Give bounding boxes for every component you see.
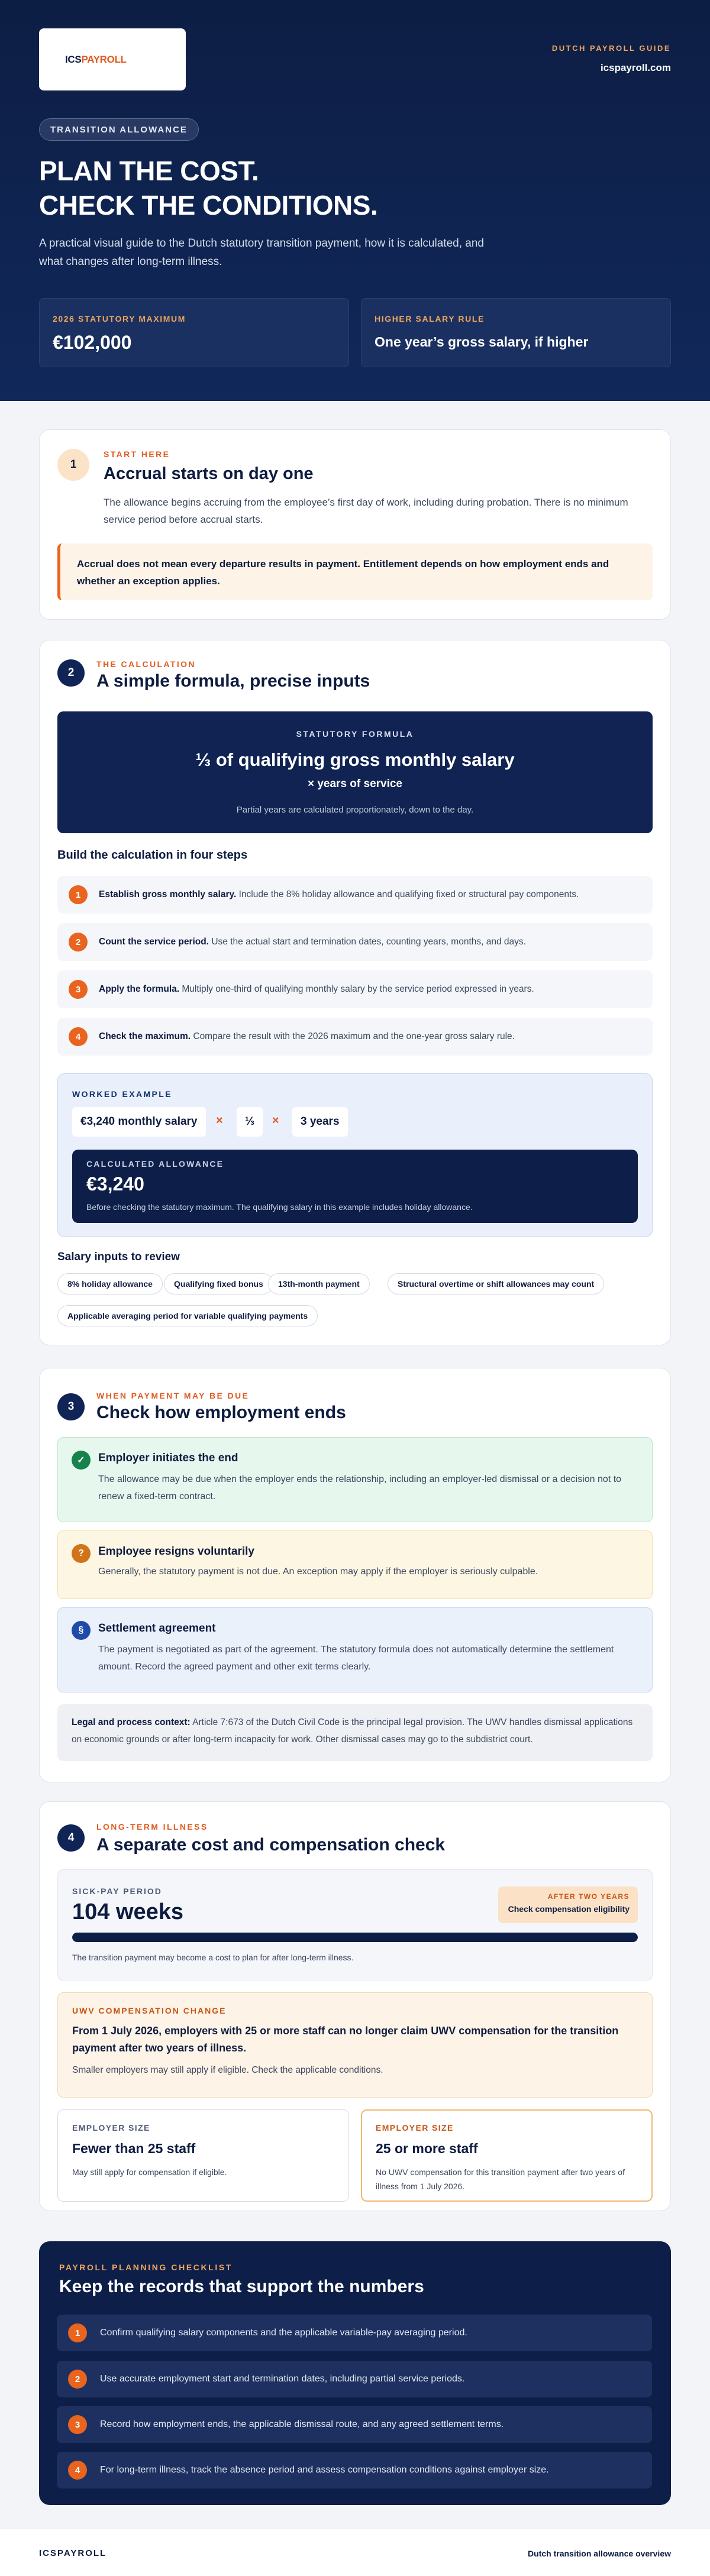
step-text <box>99 1031 515 1042</box>
section-kicker: START HERE <box>104 449 170 459</box>
checklist-text: Record how employment ends, the applicable dismissal route, and any agreed settlement terms. <box>100 2419 504 2429</box>
section-number: 4 <box>57 1824 85 1852</box>
input-chip: Qualifying fixed bonus <box>164 1273 273 1295</box>
checklist-text: For long-term illness, track the absence period and assess compensation conditions against employer size. <box>100 2465 549 2475</box>
checklist-item <box>57 2315 652 2351</box>
sick-pay-period <box>57 1869 653 1980</box>
calculated-allowance <box>72 1150 638 1223</box>
employer-size-label: EMPLOYER SIZE <box>376 2123 454 2132</box>
section-title: Check how employment ends <box>96 1403 346 1422</box>
uwv-label: UWV COMPENSATION CHANGE <box>72 2006 227 2015</box>
step-item <box>57 970 653 1008</box>
inputs-heading: Salary inputs to review <box>57 1251 180 1263</box>
step-title: Establish gross monthly salary. <box>99 889 237 899</box>
section-employment-ends <box>39 1368 671 1782</box>
uwv-text: Smaller employers may still apply if eligible. Check the applicable conditions. <box>72 2065 383 2075</box>
example-years: 3 years <box>292 1107 348 1137</box>
step-number: 2 <box>69 933 88 952</box>
formula-sub: × years of service <box>307 778 403 790</box>
employer-size-title: Fewer than 25 staff <box>72 2141 196 2156</box>
warning-note <box>57 543 653 600</box>
step-title: Count the service period. <box>99 937 209 947</box>
formula-label: STATUTORY FORMULA <box>296 729 414 739</box>
employer-size-text: May still apply for compensation if eligible. <box>72 2167 227 2177</box>
checklist-number: 1 <box>68 2323 87 2342</box>
hero-header <box>0 0 710 401</box>
step-title: Apply the formula. <box>99 984 180 994</box>
input-chip: 13th-month payment <box>268 1273 370 1295</box>
badge-bottom: Check compensation eligibility <box>508 1904 630 1914</box>
checklist-title: Keep the records that support the numbers <box>59 2277 424 2296</box>
employer-size-label: EMPLOYER SIZE <box>72 2123 150 2132</box>
question-icon: ? <box>72 1544 91 1563</box>
section-title: A separate cost and compensation check <box>96 1835 446 1855</box>
step-item <box>57 923 653 961</box>
two-years-badge <box>498 1886 638 1923</box>
multiply-sign: × <box>272 1114 279 1127</box>
step-desc: Multiply one-third of qualifying monthly salary by the service period expressed in years. <box>179 984 534 994</box>
site-link[interactable]: icspayroll.com <box>600 62 671 73</box>
checklist-text: Confirm qualifying salary components and the applicable variable-pay averaging period. <box>100 2328 467 2338</box>
step-item <box>57 1018 653 1056</box>
section-sign-icon: § <box>72 1621 91 1640</box>
sick-pay-note: The transition payment may become a cost to plan for after long-term illness. <box>72 1953 354 1962</box>
employer-small <box>57 2109 349 2202</box>
section-title: Accrual starts on day one <box>104 464 314 483</box>
step-number: 4 <box>69 1027 88 1046</box>
checklist-item <box>57 2406 652 2443</box>
checklist-item <box>57 2361 652 2397</box>
input-chip: Applicable averaging period for variable qualifying payments <box>57 1305 318 1326</box>
calculated-value: €3,240 <box>86 1173 144 1195</box>
legal-context-label: Legal and process context: <box>72 1717 191 1727</box>
step-number: 3 <box>69 980 88 999</box>
guide-info <box>552 44 671 74</box>
checklist-number: 3 <box>68 2415 87 2434</box>
sick-pay-progress-fill <box>72 1933 638 1942</box>
logo-card[interactable] <box>39 28 186 90</box>
input-chip: Structural overtime or shift allowances may count <box>388 1273 604 1295</box>
outcome-title: Settlement agreement <box>98 1622 216 1635</box>
logo-text-payroll: PAYROLL <box>81 53 127 65</box>
step-desc: Compare the result with the 2026 maximum and the one-year gross salary rule. <box>191 1031 515 1041</box>
example-salary: €3,240 monthly salary <box>72 1107 206 1137</box>
checklist-text: Use accurate employment start and termination dates, including partial service periods. <box>100 2374 465 2384</box>
sick-pay-value: 104 weeks <box>72 1899 184 1924</box>
step-desc: Use the actual start and termination dates, counting years, months, and days. <box>209 937 526 947</box>
formula-main: ⅓ of qualifying gross monthly salary <box>195 749 515 770</box>
uwv-change <box>57 1992 653 2098</box>
outcome-title: Employer initiates the end <box>98 1452 238 1464</box>
stat-higher-salary <box>361 298 671 367</box>
checklist-item <box>57 2452 652 2488</box>
legal-context <box>57 1704 653 1761</box>
section-text: The allowance begins accruing from the employee’s first day of work, including during probation. There is no minimum service period before accrual starts. <box>104 497 628 525</box>
footer <box>0 2529 710 2576</box>
formula-box <box>57 711 653 833</box>
outcome-text: The allowance may be due when the employer ends the relationship, including an employer-led dismissal or a decision not to renew a fixed-term contract. <box>98 1474 622 1501</box>
step-item <box>57 876 653 914</box>
stat-maximum-label: 2026 STATUTORY MAXIMUM <box>53 314 186 323</box>
sick-pay-progress-track <box>72 1933 638 1942</box>
section-kicker: LONG-TERM ILLNESS <box>96 1822 208 1831</box>
steps-heading: Build the calculation in four steps <box>57 849 248 862</box>
calculated-note: Before checking the statutory maximum. The qualifying salary in this example includes holiday allowance. <box>86 1202 473 1212</box>
worked-example <box>57 1073 653 1237</box>
step-text <box>99 984 534 995</box>
employer-large <box>361 2109 653 2202</box>
guide-label: DUTCH PAYROLL GUIDE <box>551 44 671 53</box>
outcome-title: Employee resigns voluntarily <box>98 1545 254 1558</box>
title-line-1: PLAN THE COST. <box>39 156 259 186</box>
warning-note-text: Accrual does not mean every departure results in payment. Entitlement depends on how employment ends and whether an exception applies. <box>77 558 609 587</box>
payroll-checklist <box>39 2241 671 2505</box>
checklist-number: 4 <box>68 2461 87 2480</box>
step-text <box>99 889 579 900</box>
step-desc: Include the 8% holiday allowance and qualifying fixed or structural pay components. <box>236 889 579 899</box>
stat-maximum <box>39 298 349 367</box>
checklist-label: PAYROLL PLANNING CHECKLIST <box>59 2263 233 2272</box>
page-title <box>39 154 377 222</box>
outcome-employee-resigns <box>57 1530 653 1599</box>
section-title: A simple formula, precise inputs <box>96 671 370 691</box>
section-long-term-illness <box>39 1801 671 2211</box>
section-accrual <box>39 429 671 620</box>
topic-pill: TRANSITION ALLOWANCE <box>39 118 199 141</box>
badge-top: AFTER TWO YEARS <box>547 1892 630 1901</box>
step-title: Check the maximum. <box>99 1031 191 1041</box>
logo-text-ics: ICS <box>65 53 82 65</box>
stat-higher-salary-value: One year’s gross salary, if higher <box>375 334 589 349</box>
input-chip: 8% holiday allowance <box>57 1273 163 1295</box>
stat-maximum-value: €102,000 <box>53 332 132 353</box>
uwv-title: From 1 July 2026, employers with 25 or more staff can no longer claim UWV compensation for the transition payment after two years of illness. <box>72 2025 619 2054</box>
logo <box>65 54 127 66</box>
footer-brand: ICSPAYROLL <box>39 2548 107 2558</box>
worked-example-label: WORKED EXAMPLE <box>72 1089 172 1099</box>
legal-context-text: Article 7:673 of the Dutch Civil Code is the principal legal provision. The UWV handles dismissal applications on economic grounds or after long-term incapacity for work. Other dismissal cases may go to the subdistrict court. <box>72 1717 633 1745</box>
checklist-number: 2 <box>68 2370 87 2389</box>
check-icon: ✓ <box>72 1451 91 1470</box>
title-line-2: CHECK THE CONDITIONS. <box>39 190 378 221</box>
section-number: 2 <box>57 659 85 687</box>
formula-note: Partial years are calculated proportionately, down to the day. <box>236 805 474 815</box>
outcome-text: Generally, the statutory payment is not due. An exception may apply if the employer is seriously culpable. <box>98 1567 538 1577</box>
sick-pay-label: SICK-PAY PERIOD <box>72 1886 162 1896</box>
outcome-text: The payment is negotiated as part of the agreement. The statutory formula does not automatically determine the settlement amount. Record the agreed payment and other exit terms clearly. <box>98 1645 614 1672</box>
section-number: 3 <box>57 1393 85 1420</box>
section-number: 1 <box>57 449 89 481</box>
section-calculation <box>39 640 671 1345</box>
lead-text: A practical visual guide to the Dutch statutory transition payment, how it is calculated, and what changes after long-term illness. <box>39 237 484 268</box>
outcome-employer-initiates <box>57 1437 653 1522</box>
stat-higher-salary-label: HIGHER SALARY RULE <box>375 314 485 323</box>
footer-caption: Dutch transition allowance overview <box>528 2549 671 2558</box>
section-kicker: THE CALCULATION <box>96 659 196 669</box>
section-kicker: WHEN PAYMENT MAY BE DUE <box>96 1391 250 1400</box>
employer-size-title: 25 or more staff <box>376 2141 478 2156</box>
multiply-sign: × <box>216 1114 223 1127</box>
step-number: 1 <box>69 885 88 904</box>
step-text <box>99 937 526 947</box>
outcome-settlement <box>57 1607 653 1692</box>
calculated-label: CALCULATED ALLOWANCE <box>86 1159 224 1169</box>
example-third: ⅓ <box>237 1107 263 1137</box>
employer-size-text: No UWV compensation for this transition payment after two years of illness from 1 July 2026. <box>376 2167 625 2191</box>
